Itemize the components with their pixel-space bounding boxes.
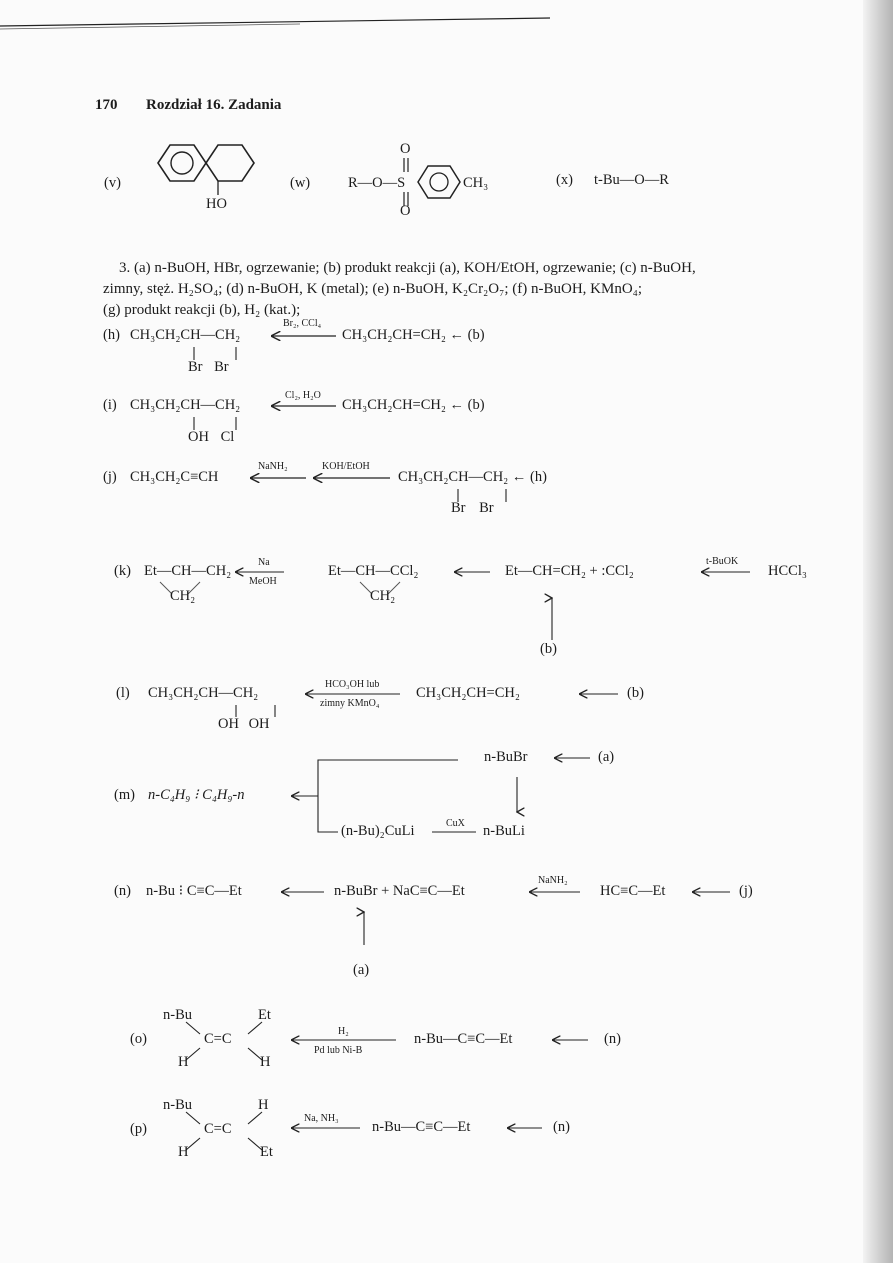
j-start: CH₃CH₂CH—CH₂ ← (h) <box>398 469 547 485</box>
o-from: (n) <box>604 1031 621 1047</box>
m-reagent: CuX <box>446 818 465 829</box>
i-substituents: OH Cl <box>188 429 235 445</box>
task3-line2: zimny, stęż. H₂SO₄; (d) n-BuOH, K (metal); (e) n-BuOH, K₂Cr₂O₇; (f) n-BuOH, KMnO₄; <box>103 281 643 297</box>
p-et: Et <box>260 1144 273 1160</box>
j-substituents: Br Br <box>451 500 494 516</box>
label-m: (m) <box>114 787 135 803</box>
x-formula: t-Bu—O—R <box>594 172 669 188</box>
p-cc: C=C <box>204 1121 232 1137</box>
i-start: CH₃CH₂CH=CH₂ ← (b) <box>342 397 485 413</box>
label-x: (x) <box>556 172 573 188</box>
n-below: (a) <box>353 962 370 978</box>
k-reagent-tbuok: t-BuOK <box>706 556 739 567</box>
label-l: (l) <box>116 685 130 701</box>
page-number: 170 <box>95 97 118 113</box>
task3-line1: 3. (a) n-BuOH, HBr, ogrzewanie; (b) produkt reakcji (a), KOH/EtOH, ogrzewanie; (c) n-BuOH, <box>119 260 696 276</box>
label-p: (p) <box>130 1121 147 1137</box>
p-nbu: n-Bu <box>163 1097 192 1113</box>
o-cc: C=C <box>204 1031 232 1047</box>
p-h-bottom: H <box>178 1144 189 1160</box>
l-from: (b) <box>627 685 644 701</box>
n-product: n-Bu ⁝ C≡C—Et <box>146 883 242 899</box>
label-h: (h) <box>103 327 120 343</box>
chapter-title: Rozdział 16. Zadania <box>146 97 282 113</box>
k-from: (b) <box>540 641 557 657</box>
m-product: n-C₄H₉ ⁝ C₄H₉-n <box>148 787 245 803</box>
label-n: (n) <box>114 883 131 899</box>
n-middle: n-BuBr + NaC≡C—Et <box>334 883 465 899</box>
w-r-o-s: R—O—S <box>348 175 406 191</box>
o-h-left: H <box>178 1054 189 1070</box>
k-product-ring: CH₂ <box>170 588 196 604</box>
label-o: (o) <box>130 1031 147 1047</box>
k-product: Et—CH—CH₂ <box>144 563 232 579</box>
k-reagent-na: Na <box>258 557 270 568</box>
k-reagent-meoh: MeOH <box>249 576 277 587</box>
label-j: (j) <box>103 469 117 485</box>
n-from: (j) <box>739 883 753 899</box>
j-product: CH₃CH₂C≡CH <box>130 469 219 485</box>
k-start: Et—CH=CH₂ + :CCl₂ <box>505 563 634 579</box>
h-start: CH₃CH₂CH=CH₂ ← (b) <box>342 327 485 343</box>
label-w: (w) <box>290 175 311 191</box>
w-oxygen-bottom: O <box>400 203 411 219</box>
i-reagent: Cl₂, H₂O <box>285 390 321 401</box>
label-v: (v) <box>104 175 121 191</box>
i-product: CH₃CH₂CH—CH₂ <box>130 397 241 413</box>
n-start: HC≡C—Et <box>600 883 666 899</box>
n-reagent: NaNH₂ <box>538 875 568 886</box>
l-product: CH₃CH₂CH—CH₂ <box>148 685 259 701</box>
task3-line3: (g) produkt reakcji (b), H₂ (kat.); <box>103 302 301 318</box>
label-i: (i) <box>103 397 117 413</box>
label-k: (k) <box>114 563 131 579</box>
l-reagent: HCO₃OH lub <box>325 679 380 690</box>
k-source: HCCl₃ <box>768 563 807 579</box>
j-reagent-koh: KOH/EtOH <box>322 461 370 472</box>
w-methyl: CH₃ <box>463 175 489 191</box>
m-bottom-from: n-BuLi <box>483 823 525 839</box>
o-reagent-below: Pd lub Ni-B <box>314 1045 363 1056</box>
p-h-top: H <box>258 1097 269 1113</box>
w-oxygen-top: O <box>400 141 411 157</box>
o-start: n-Bu—C≡C—Et <box>414 1031 513 1047</box>
m-top: n-BuBr <box>484 749 528 765</box>
o-nbu: n-Bu <box>163 1007 192 1023</box>
k-intermediate-ring: CH₂ <box>370 588 396 604</box>
o-reagent: H₂ <box>338 1026 349 1037</box>
j-reagent-nanh2: NaNH₂ <box>258 461 288 472</box>
p-from: (n) <box>553 1119 570 1135</box>
o-h-right: H <box>260 1054 271 1070</box>
m-bottom: (n-Bu)₂CuLi <box>341 823 415 839</box>
l-reagent-below: zimny KMnO₄ <box>320 698 380 709</box>
h-product: CH₃CH₂CH—CH₂ <box>130 327 241 343</box>
l-start: CH₃CH₂CH=CH₂ <box>416 685 520 701</box>
p-start: n-Bu—C≡C—Et <box>372 1119 471 1135</box>
h-reagent: Br₂, CCl₄ <box>283 318 322 329</box>
p-reagent: Na, NH₃ <box>304 1113 339 1124</box>
k-intermediate: Et—CH—CCl₂ <box>328 563 419 579</box>
l-substituents: OH OH <box>218 716 270 732</box>
m-top-from: (a) <box>598 749 615 765</box>
h-substituents: Br Br <box>188 359 229 375</box>
v-hydroxyl: HO <box>206 196 227 212</box>
o-et: Et <box>258 1007 271 1023</box>
